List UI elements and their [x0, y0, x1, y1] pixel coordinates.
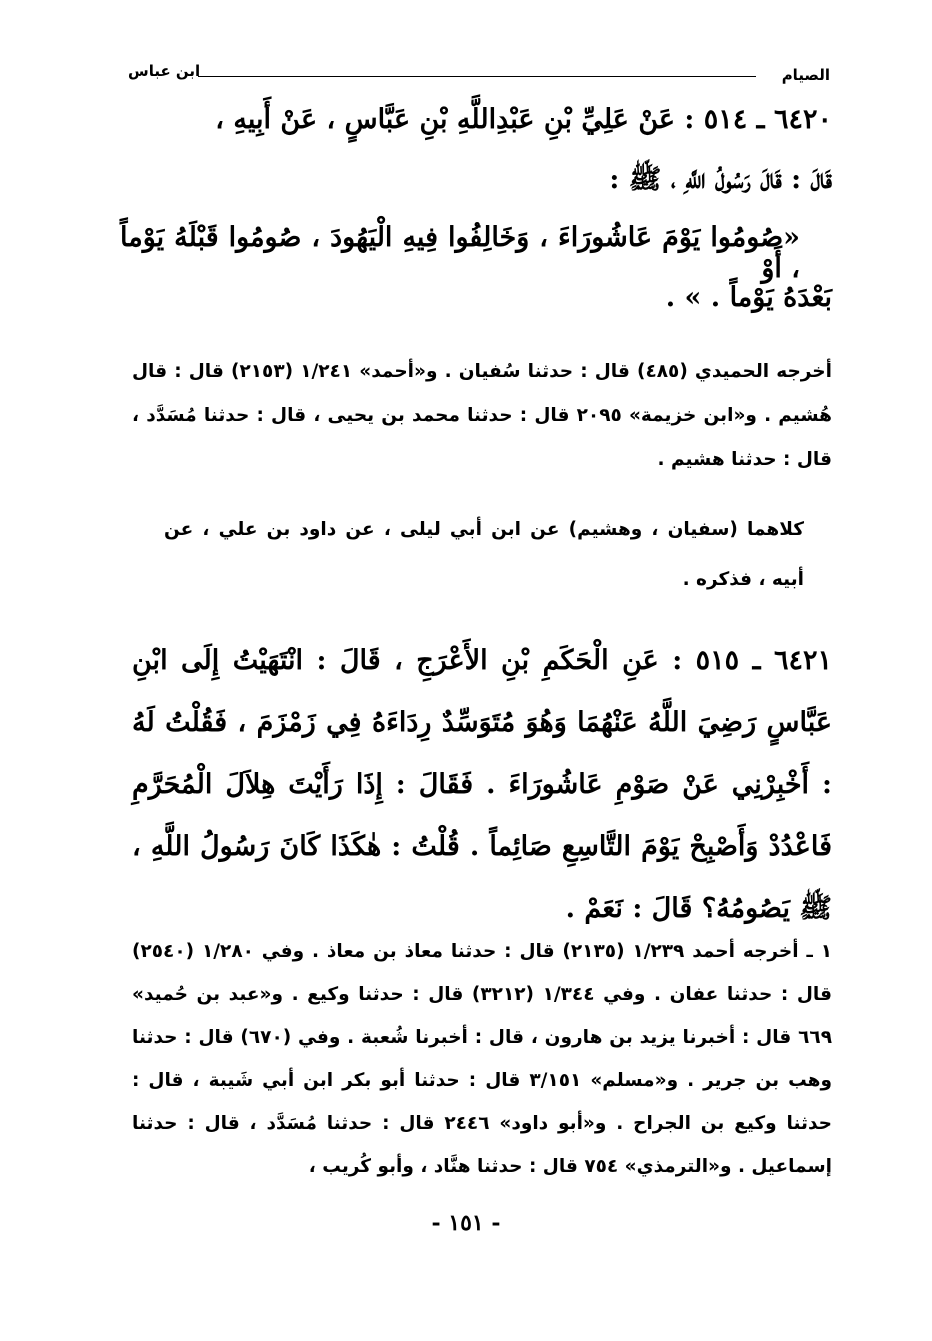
hadith-514-line-2: قَالَ : قَالَ رَسُولُ اللَّهِ ، ﷺ : — [609, 164, 832, 195]
page-number: - ١٥١ - — [431, 1210, 501, 1236]
header-rule — [198, 76, 756, 77]
running-header — [128, 62, 830, 92]
takhrij-514-chain: كلاهما (سفيان ، وهشيم) عن ابن أبي ليلى ، عن داود بن علي ، عن أبيه ، فذكره . — [164, 519, 804, 590]
narrator-title: ابن عباس — [128, 62, 201, 80]
hadith-514-line-4: بَعْدَهُ يَوْماً . » . — [665, 282, 832, 313]
takhrij-514: أخرجه الحميدي (٤٨٥) قال : حدثنا سُفيان . و«أحمد» ١/٢٤١ (٢١٥٣) قال : قال هُشيم . و«ابن خزيمة» ٢٠٩٥ قال : حدثنا محمد بن يحيى ، قال : حدثنا مُسَدَّد ، قال : حدثنا هشيم . — [132, 361, 832, 470]
footnote-515: ١ ـ أخرجه أحمد ١/٢٣٩ (٢١٣٥) قال : حدثنا معاذ بن معاذ . وفي ١/٢٨٠ (٢٥٤٠) قال : حدثنا عفان . وفي ١/٣٤٤ (٣٢١٢) قال : حدثنا وكيع . و«عبد بن حُميد» ٦٦٩ قال : أخبرنا يزيد بن هارون ، قال : أخبرنا شُعبة . وفي (٦٧٠) قال : حدثنا وهب بن جرير . و«مسلم» ٣/١٥١ قال : حدثنا أبو بكر ابن أبي شَيبة ، قال : حدثنا وكيع بن الجراح . و«أبو داود» ٢٤٤٦ قال : حدثنا مُسَدَّد ، قال : حدثنا إسماعيل . و«الترمذي» ٧٥٤ قال : حدثنا هنَّاد ، وأبو كُريب ، — [132, 941, 832, 1177]
hadith-514-line-3: «صُومُوا يَوْمَ عَاشُورَاءَ ، وَخَالِفُوا فِيهِ الْيَهُودَ ، صُومُوا قَبْلَهُ يَوْماً ، أَوْ — [120, 222, 800, 284]
hadith-515: ٦٤٢١ ـ ٥١٥ : عَنِ الْحَكَمِ بْنِ الأَعْرَجِ ، قَالَ : انْتَهَيْتُ إِلَى ابْنِ عَبَّاسٍ رَضِيَ اللَّهُ عَنْهُمَا وَهُوَ مُتَوَسِّدٌ رِدَاءَهُ فِي زَمْزَمَ ، فَقُلْتُ لَهُ : أَخْبِرْنِي عَنْ صَوْمِ عَاشُورَاءَ . فَقَالَ : إِذَا رَأَيْتَ هِلاَلَ الْمُحَرَّمِ فَاعْدُدْ وَأَصْبِحْ يَوْمَ التَّاسِعِ صَائِماً . قُلْتُ : هٰكَذَا كَانَ رَسُولُ اللَّهِ ، ﷺ يَصُومُهُ؟ قَالَ : نَعَمْ . — [132, 645, 832, 924]
section-title: الصيام — [781, 66, 830, 84]
hadith-514-line-1: ٦٤٢٠ ـ ٥١٤ : عَنْ عَلِيِّ بْنِ عَبْدِاللَّهِ بْنِ عَبَّاسٍ ، عَنْ أَبِيهِ ، — [215, 104, 832, 135]
